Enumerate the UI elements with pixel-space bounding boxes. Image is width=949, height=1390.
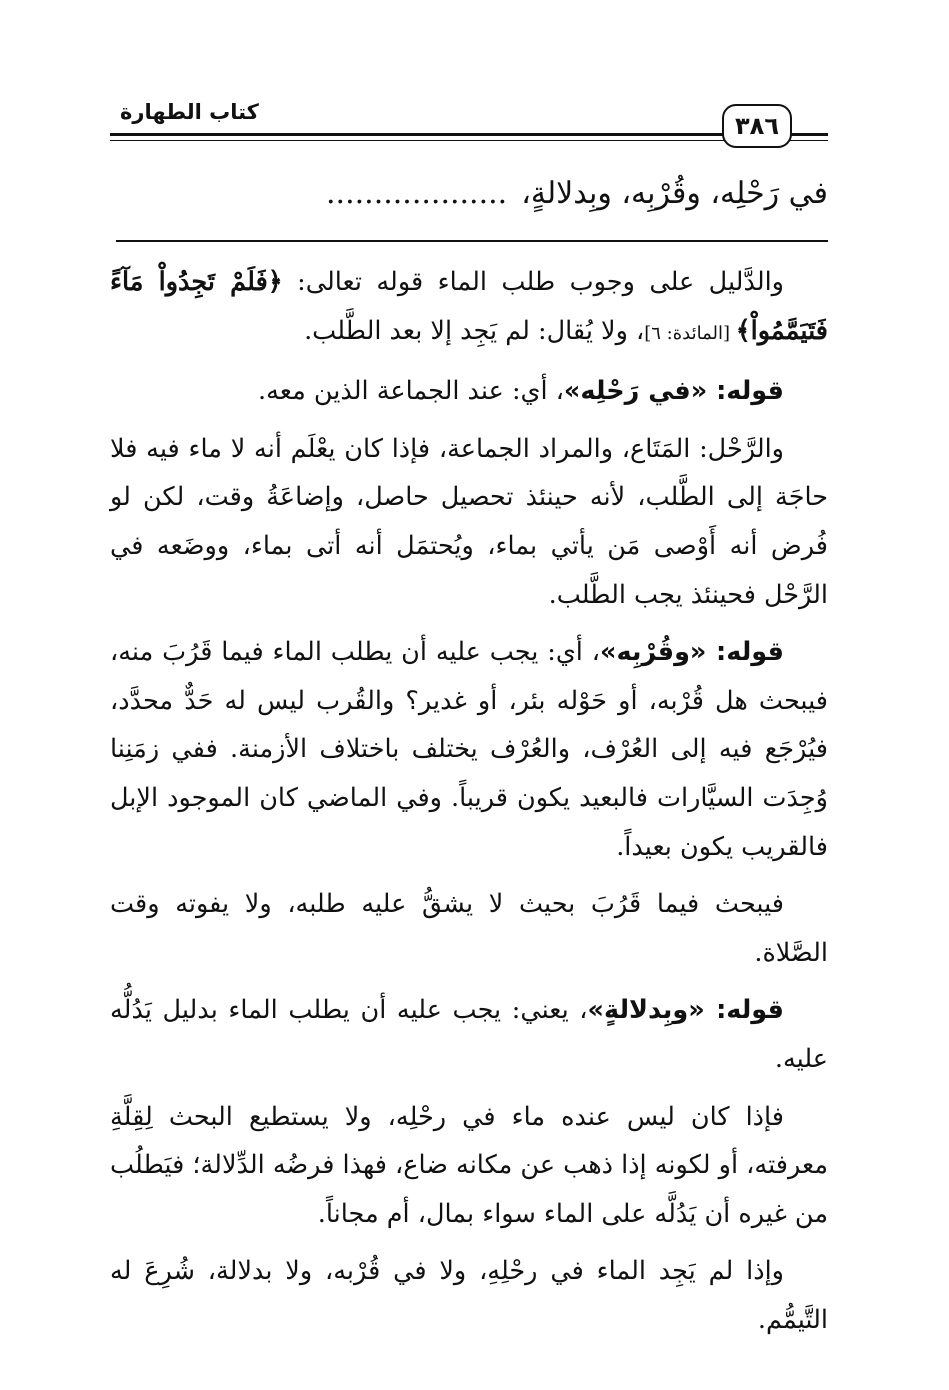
book-title: كتاب الطهارة (116, 100, 267, 124)
paragraph-fi-rahlih (110, 367, 828, 416)
paragraph-evidence (110, 258, 828, 358)
verse-reference: [المائدة: ٦] (644, 322, 736, 344)
paragraph-text: وإذا لم يَجِد الماء في رحْلِهِ، ولا في قُرْبه، ولا بدلالة، شُرِعَ له التَّيمُّم. (110, 1256, 828, 1335)
paragraph-tayammum (110, 1247, 828, 1344)
paragraph-guidance (110, 1093, 828, 1239)
matn-text: في رَحْلِه، وقُرْبِه، وبِدلالةٍ، (521, 176, 828, 211)
header-rule (110, 133, 828, 141)
matn-quote: «وقُرْبِه» (600, 637, 707, 668)
paragraph-qurbih (110, 628, 828, 871)
paragraph-text: ، أي: يجب عليه أن يطلب الماء فيما قَرُبَ منه، فيبحث هل قُرْبه، أو حَوْله بئر، أو غدير؟ والقُرب ليس له حَدٌّ محدَّد، فيُرْجَع فيه إلى العُرْف، والعُرْف يختلف باختلاف الأزمنة. ففي زمَنِنا وُجِدَت السيَّارات فالبعيد يكون قريباً. وفي الماضي كان الموجود الإبل فالقريب يكون بعيداً. (110, 637, 828, 862)
matn-divider (116, 240, 828, 242)
paragraph-rahl-definition (110, 425, 828, 619)
qawluh-label: قوله: (704, 995, 784, 1026)
commentary-body (110, 258, 828, 1353)
qawluh-label: قوله: (706, 637, 784, 668)
paragraph-search-near (110, 880, 828, 977)
page-header (110, 100, 828, 152)
paragraph-text: والرَّحْل: المَتَاع، والمراد الجماعة، فإذا كان يعْلَم أنه لا ماء فيه فلا حاجَة إلى الطَّلب، لأنه حينئذ تحصيل حاصل، وإضاعَةُ وقت، لكن لو فُرض أنه أَوْصى مَن يأتي بماء، ويُحتمَل أنه أتى بماء، ووضَعه في الرَّحْل فحينئذ يجب الطَّلب. (110, 433, 828, 610)
paragraph-tail: ، ولا يُقال: لم يَجِد إلا بعد الطَّلب. (304, 315, 645, 346)
paragraph-text: ، أي: عند الجماعة الذين معه. (258, 376, 564, 407)
matn-quote: «في رَحْلِه» (563, 376, 708, 407)
page-number: ٣٨٦ (722, 104, 792, 148)
paragraph-text: فيبحث فيما قَرُبَ بحيث لا يشقُّ عليه طلبه، ولا يفوته وقت الصَّلاة. (110, 889, 828, 968)
matn-quote: «وبِدلالةٍ» (587, 995, 705, 1026)
qawluh-label: قوله: (707, 376, 784, 407)
matn-line (116, 168, 828, 220)
quran-verse: ﴿فَلَمْ تَجِدُواْ مَآءً فَتَيَمَّمُواْ﴾ (110, 267, 828, 346)
paragraph-bidalalah (110, 986, 828, 1083)
paragraph-text: فإذا كان ليس عنده ماء في رحْلِه، ولا يستطيع البحث لِقِلَّةِ معرفته، أو لكونه إذا ذهب عن مكانه ضاع، فهذا فرضُه الدِّلالة؛ فيَطلُب من غيره أن يَدُلَّه على الماء سواء بمال، أم مجاناً. (110, 1101, 828, 1229)
matn-dots: ................... (326, 176, 508, 211)
paragraph-text: ، يعني: يجب عليه أن يطلب الماء بدليل يَدُلُّه عليه. (110, 995, 828, 1074)
paragraph-text: والدَّليل على وجوب طلب الماء قوله تعالى: (282, 267, 785, 297)
